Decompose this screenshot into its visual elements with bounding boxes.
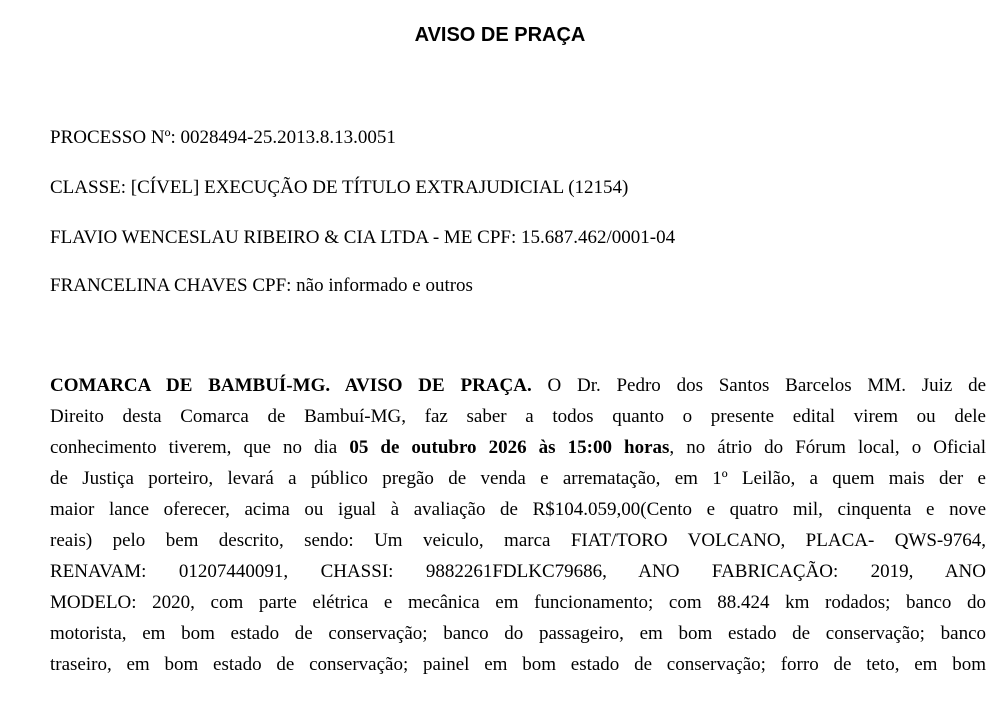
body-line: Direito desta Comarca de Bambuí-MG, faz saber a todos quanto o presente edital virem ou dele [50,406,986,427]
notice-body [50,370,986,680]
document-title: AVISO DE PRAÇA [414,24,586,46]
body-line: reais) pelo bem descrito, sendo: Um veiculo, marca FIAT/TORO VOLCANO, PLACA- QWS-9764, [50,530,986,551]
process-class: CLASSE: [CÍVEL] EXECUÇÃO DE TÍTULO EXTRAJUDICIAL (12154) [50,177,629,198]
body-line: conhecimento tiverem, que no dia 05 de outubro 2026 às 15:00 horas, no átrio do Fórum local, o Oficial [50,437,987,458]
body-line: motorista, em bom estado de conservação; banco do passageiro, em bom estado de conservação; banco [50,623,986,644]
body-line: traseiro, em bom estado de conservação; painel em bom estado de conservação; forro de teto, em bom [50,654,986,675]
auction-date: 05 de outubro 2026 às 15:00 horas [349,437,670,458]
body-line: MODELO: 2020, com parte elétrica e mecânica em funcionamento; com 88.424 km rodados; banco do [50,592,986,613]
body-line: maior lance oferecer, acima ou igual à avaliação de R$104.059,00(Cento e quatro mil, cinquenta e nove [50,499,986,520]
body-heading: COMARCA DE BAMBUÍ-MG. AVISO DE PRAÇA. [50,375,532,396]
body-line: RENAVAM: 01207440091, CHASSI: 9882261FDLKC79686, ANO FABRICAÇÃO: 2019, ANO [50,561,986,582]
party-defendant: FRANCELINA CHAVES CPF: não informado e outros [50,275,473,296]
body-line: de Justiça porteiro, levará a público pregão de venda e arrematação, em 1º Leilão, a quem mais der e [50,468,986,489]
body-line: COMARCA DE BAMBUÍ-MG. AVISO DE PRAÇA. O Dr. Pedro dos Santos Barcelos MM. Juiz de [50,375,987,396]
process-number: PROCESSO Nº: 0028494-25.2013.8.13.0051 [50,127,396,148]
party-plaintiff: FLAVIO WENCESLAU RIBEIRO & CIA LTDA - ME CPF: 15.687.462/0001-04 [50,227,676,248]
